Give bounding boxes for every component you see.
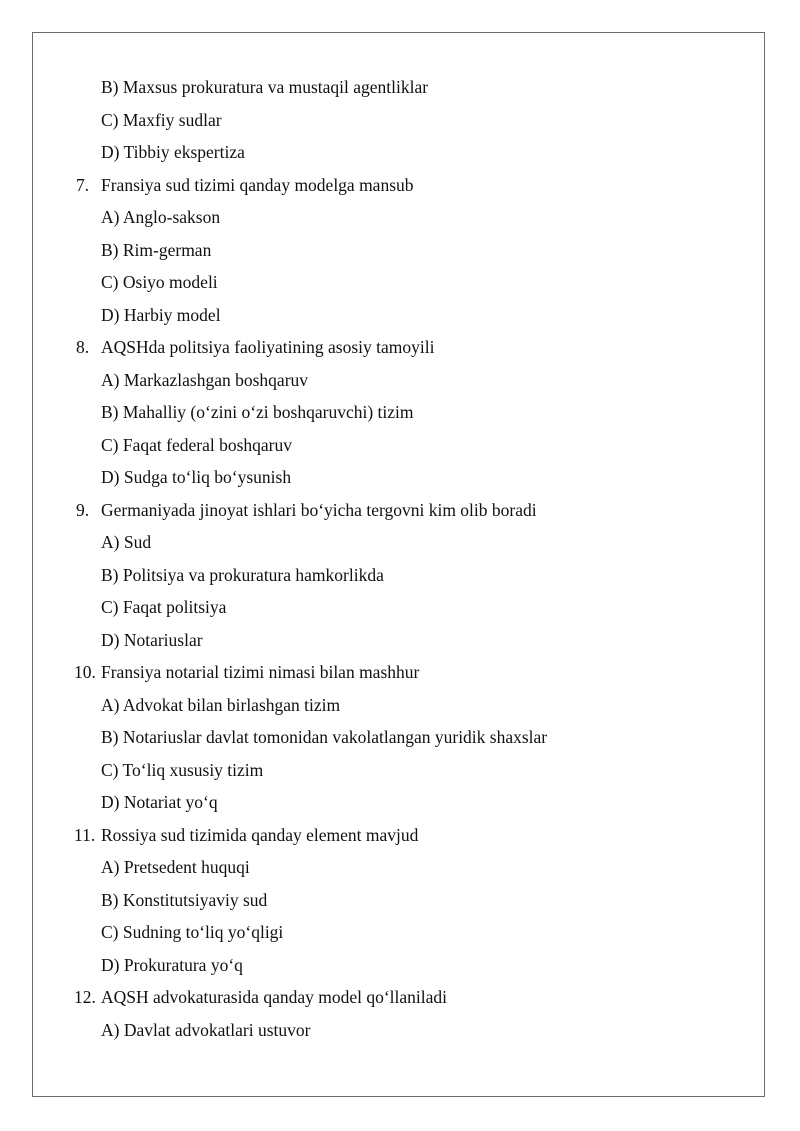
answer-option-text: A) Sud [101, 532, 152, 552]
answer-option-text: A) Anglo-sakson [101, 207, 221, 227]
answer-option-text: A) Pretsedent huquqi [101, 857, 250, 877]
answer-option [0, 851, 800, 884]
answer-option [0, 71, 800, 104]
question-item [0, 331, 800, 364]
answer-option [0, 136, 800, 169]
answer-option [0, 591, 800, 624]
answer-option-text: B) Maxsus prokuratura va mustaqil agentliklar [101, 77, 429, 97]
answer-option [0, 396, 800, 429]
answer-option [0, 884, 800, 917]
answer-option-text: B) Mahalliy (o‘zini o‘zi boshqaruvchi) tizim [101, 402, 414, 422]
answer-option-text: D) Prokuratura yo‘q [101, 954, 243, 975]
answer-option-text: D) Harbiy model [101, 304, 221, 325]
answer-option [0, 689, 800, 722]
answer-option [0, 1014, 800, 1047]
answer-option [0, 266, 800, 299]
answer-option-text: A) Advokat bilan birlashgan tizim [101, 694, 341, 715]
question-text: Rossiya sud tizimida qanday element mavjud [101, 824, 419, 845]
answer-option [0, 234, 800, 267]
question-number: 8. [76, 337, 90, 357]
answer-option-text: D) Tibbiy ekspertiza [101, 142, 245, 162]
question-number: 9. [76, 499, 90, 520]
answer-option [0, 104, 800, 137]
answer-option-text: B) Konstitutsiyaviy sud [101, 889, 268, 910]
answer-option-text: A) Markazlashgan boshqaruv [101, 369, 309, 390]
question-text: Fransiya notarial tizimi nimasi bilan mashhur [101, 662, 420, 682]
answer-option [0, 916, 800, 949]
question-item [0, 494, 800, 527]
answer-option-text: C) Osiyo modeli [101, 272, 218, 292]
answer-option [0, 949, 800, 982]
answer-option-text: D) Sudga to‘liq bo‘ysunish [101, 467, 292, 487]
answer-option-text: C) To‘liq xususiy tizim [101, 759, 264, 780]
answer-option-text: C) Maxfiy sudlar [101, 109, 222, 130]
question-text: Fransiya sud tizimi qanday modelga mansub [101, 174, 414, 195]
answer-option-text: B) Notariuslar davlat tomonidan vakolatlangan yuridik shaxslar [101, 727, 548, 747]
answer-option [0, 559, 800, 592]
answer-option-text: B) Politsiya va prokuratura hamkorlikda [101, 564, 384, 585]
question-item [0, 819, 800, 852]
question-list [0, 71, 800, 1046]
answer-option [0, 526, 800, 559]
question-item [0, 981, 800, 1014]
question-number: 12. [74, 987, 96, 1007]
question-text: Germaniyada jinoyat ishlari bo‘yicha tergovni kim olib boradi [101, 499, 537, 520]
answer-option [0, 364, 800, 397]
answer-option-text: D) Notariat yo‘q [101, 792, 218, 812]
answer-option [0, 299, 800, 332]
answer-option [0, 754, 800, 787]
answer-option-text: B) Rim-german [101, 239, 212, 260]
answer-option [0, 461, 800, 494]
question-number: 11. [74, 824, 96, 845]
question-item [0, 169, 800, 202]
question-text: AQSHda politsiya faoliyatining asosiy tamoyili [101, 337, 435, 357]
answer-option [0, 786, 800, 819]
question-number: 10. [74, 662, 96, 682]
answer-option-text: C) Faqat politsiya [101, 597, 227, 617]
answer-option-text: C) Sudning to‘liq yo‘qligi [101, 922, 284, 942]
question-number: 7. [76, 174, 90, 195]
answer-option [0, 721, 800, 754]
answer-option [0, 429, 800, 462]
answer-option [0, 624, 800, 657]
answer-option-text: A) Davlat advokatlari ustuvor [101, 1019, 311, 1040]
question-text: AQSH advokaturasida qanday model qo‘llaniladi [101, 987, 448, 1007]
question-item [0, 656, 800, 689]
answer-option [0, 201, 800, 234]
answer-option-text: C) Faqat federal boshqaruv [101, 434, 292, 455]
answer-option-text: D) Notariuslar [101, 629, 203, 650]
